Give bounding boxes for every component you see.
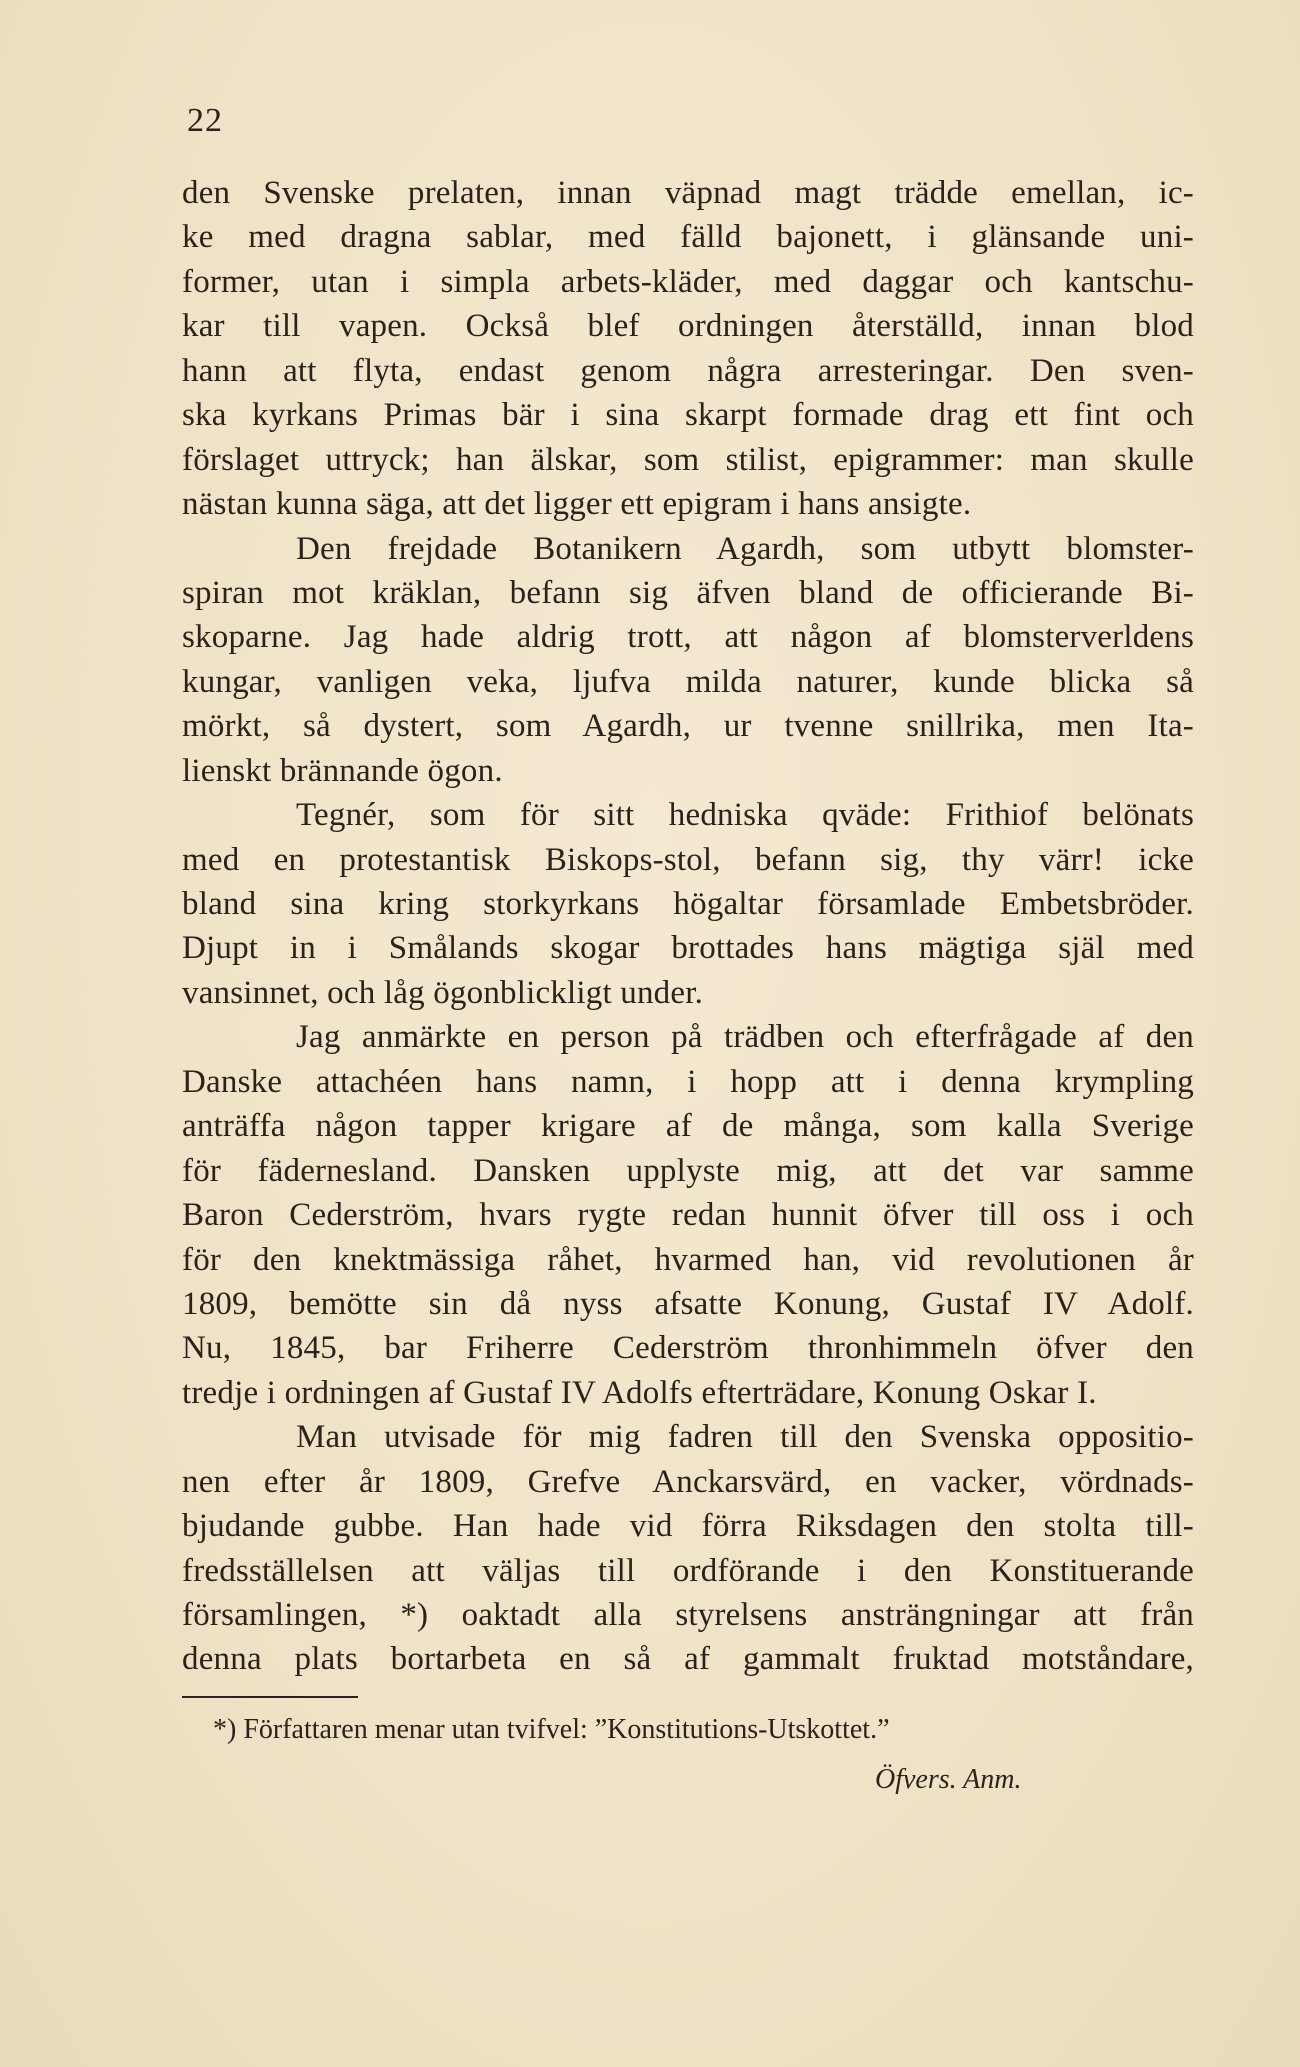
footnote-text: *) Författaren menar utan tvifvel: ”Konstitutions-Utskottet.” xyxy=(213,1714,890,1745)
text-line: former, utan i simpla arbets-kläder, med daggar och kantschu- xyxy=(182,263,1194,300)
text-line: vansinnet, och låg ögonblickligt under. xyxy=(182,974,704,1011)
text-line: kar till vapen. Också blef ordningen återställd, innan blod xyxy=(182,308,1194,345)
text-line: skoparne. Jag hade aldrig trott, att någon af blomsterverldens xyxy=(182,619,1194,656)
text-line: ke med dragna sablar, med fälld bajonett, i glänsande uni- xyxy=(182,219,1194,256)
text-line: Jag anmärkte en person på trädben och efterfrågade af den xyxy=(296,1019,1194,1056)
text-line: kungar, vanligen veka, ljufva milda naturer, kunde blicka så xyxy=(182,663,1194,700)
text-line: hann att flyta, endast genom några arresteringar. Den sven- xyxy=(182,352,1194,389)
text-line: nästan kunna säga, att det ligger ett epigram i hans ansigte. xyxy=(182,486,972,523)
text-line: anträffa någon tapper krigare af de många, som kalla Sverige xyxy=(182,1108,1194,1145)
text-line: den Svenske prelaten, innan väpnad magt trädde emellan, ic- xyxy=(182,175,1194,211)
text-line: mörkt, så dystert, som Agardh, ur tvenne snillrika, men Ita- xyxy=(182,708,1194,745)
text-line: församlingen, *) oaktadt alla styrelsens ansträngningar att från xyxy=(182,1597,1194,1633)
footnote-signature: Öfvers. Anm. xyxy=(875,1764,1022,1795)
text-line: Baron Cederström, hvars rygte redan hunnit öfver till oss i och xyxy=(182,1197,1194,1234)
text-line: nen efter år 1809, Grefve Anckarsvärd, en vacker, vördnads- xyxy=(182,1463,1194,1500)
text-line: Tegnér, som för sitt hedniska qväde: Frithiof belönats xyxy=(296,797,1194,834)
page-number: 22 xyxy=(187,102,223,139)
text-line: bjudande gubbe. Han hade vid förra Riksdagen den stolta till- xyxy=(182,1508,1194,1545)
text-line: 1809, bemötte sin då nyss afsatte Konung, Gustaf IV Adolf. xyxy=(182,1285,1194,1322)
text-line: bland sina kring storkyrkans högaltar församlade Embetsbröder. xyxy=(182,886,1194,922)
text-line: Nu, 1845, bar Friherre Cederström thronhimmeln öfver den xyxy=(182,1330,1194,1367)
text-line: tredje i ordningen af Gustaf IV Adolfs efterträdare, Konung Oskar I. xyxy=(182,1374,1097,1411)
text-line: ska kyrkans Primas bär i sina skarpt formade drag ett fint och xyxy=(182,397,1194,434)
text-line: Danske attachéen hans namn, i hopp att i denna krympling xyxy=(182,1063,1194,1100)
text-line: fredsställelsen att väljas till ordförande i den Konstituerande xyxy=(182,1552,1194,1589)
body-text xyxy=(182,171,1194,1682)
text-line: med en protestantisk Biskops-stol, befann sig, thy värr! icke xyxy=(182,841,1194,878)
text-line: förslaget uttryck; han älskar, som stilist, epigrammer: man skulle xyxy=(182,441,1194,478)
text-line: Man utvisade för mig fadren till den Svenska oppositio- xyxy=(296,1419,1194,1456)
text-line: för den knektmässiga råhet, hvarmed han, vid revolutionen år xyxy=(182,1241,1194,1278)
footnote-rule xyxy=(182,1696,358,1698)
text-line: spiran mot kräklan, befann sig äfven bland de officierande Bi- xyxy=(182,574,1194,611)
text-line: denna plats bortarbeta en så af gammalt fruktad motståndare, xyxy=(182,1641,1194,1678)
text-line: Djupt in i Smålands skogar brottades hans mägtiga själ med xyxy=(182,930,1194,967)
text-line: för fädernesland. Dansken upplyste mig, att det var samme xyxy=(182,1152,1194,1189)
text-line: lienskt brännande ögon. xyxy=(182,752,503,789)
text-line: Den frejdade Botanikern Agardh, som utbytt blomster- xyxy=(296,530,1194,567)
